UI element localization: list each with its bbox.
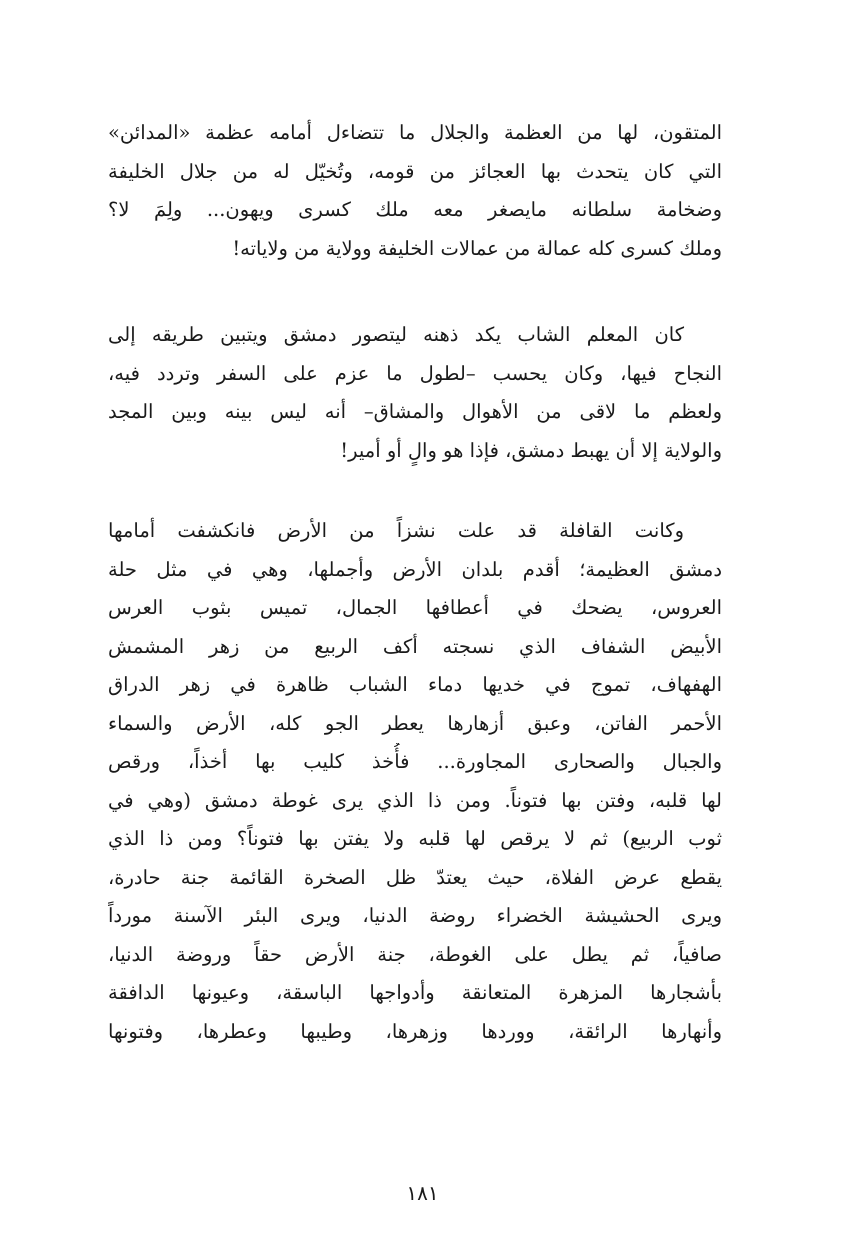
- text-line: وكانت القافلة قد علت نشزاً من الأرض فانكشفت أمامها: [108, 519, 684, 542]
- text-line: النجاح فيها، وكان يحسب –لطول ما عزم على السفر وتردد فيه،: [108, 361, 722, 385]
- paragraph-2: [108, 316, 722, 470]
- text-line: لها قلبه، وفتن بها فتوناً. ومن ذا الذي يرى غوطة دمشق (وهي في: [108, 788, 722, 812]
- text-line: وضخامة سلطانه مايصغر معه ملك كسرى ويهون... ولِمَ لا؟: [108, 198, 722, 221]
- text-line: بأشجارها المزهرة المتعانقة وأدواجها الباسقة، وعيونها الدافقة: [108, 981, 722, 1004]
- text-line: كان المعلم الشاب يكد ذهنه ليتصور دمشق ويتبين طريقه إلى: [108, 323, 684, 346]
- text-line: العروس، يضحك في أعطافها الجمال، تميس بثوب العرس: [108, 596, 722, 619]
- text-line: الأحمر الفاتن، وعبق أزهارها يعطر الجو كله، الأرض والسماء: [108, 711, 722, 735]
- text-line: ثوب الربيع) ثم لا يرقص لها قلبه ولا يفتن بها فتوناً؟ ومن ذا الذي: [108, 827, 722, 850]
- text-line: ولعظم ما لاقى من الأهوال والمشاق– أنه ليس بينه وبين المجد: [108, 400, 722, 423]
- text-line: وأنهارها الرائقة، ووردها وزهرها، وطيبها وعطرها، وفتونها: [108, 1019, 722, 1043]
- text-line: والولاية إلا أن يهبط دمشق، فإذا هو والٍ أو أمير!: [340, 438, 722, 462]
- paragraph-3: [108, 512, 722, 1051]
- text-line: الأبيض الشفاف الذي نسجته أكف الربيع من زهر المشمش: [108, 634, 722, 658]
- text-line: صافياً، ثم يطل على الغوطة، جنة الأرض حقاً وروضة الدنيا،: [108, 942, 722, 966]
- text-line: وملك كسرى كله عمالة من عمالات الخليفة وولاية من ولاياته!: [232, 236, 722, 260]
- text-line: الهفهاف، تموج في خديها دماء الشباب ظاهرة في زهر الدراق: [108, 673, 722, 696]
- text-line: التي كان يتحدث بها العجائز من قومه، وتُخيّل له من جلال الخليفة: [108, 159, 722, 183]
- text-line: دمشق العظيمة؛ أقدم بلدان الأرض وأجملها، وهي في مثل حلة: [108, 557, 722, 581]
- page-number: ١٨١: [406, 1181, 439, 1205]
- paragraph-1: [108, 114, 722, 268]
- text-line: يقطع عرض الفلاة، حيث يعتدّ ظل الصخرة القائمة جنة حادرة،: [108, 865, 722, 889]
- text-line: والجبال والصحارى المجاورة... فأُخذ كليب بها أخذاً، ورقص: [108, 750, 722, 773]
- text-line: المتقون، لها من العظمة والجلال ما تتضاءل أمامه عظمة «المدائن»: [108, 121, 722, 144]
- text-line: ويرى الحشيشة الخضراء روضة الدنيا، ويرى البئر الآسنة مورداً: [108, 904, 722, 927]
